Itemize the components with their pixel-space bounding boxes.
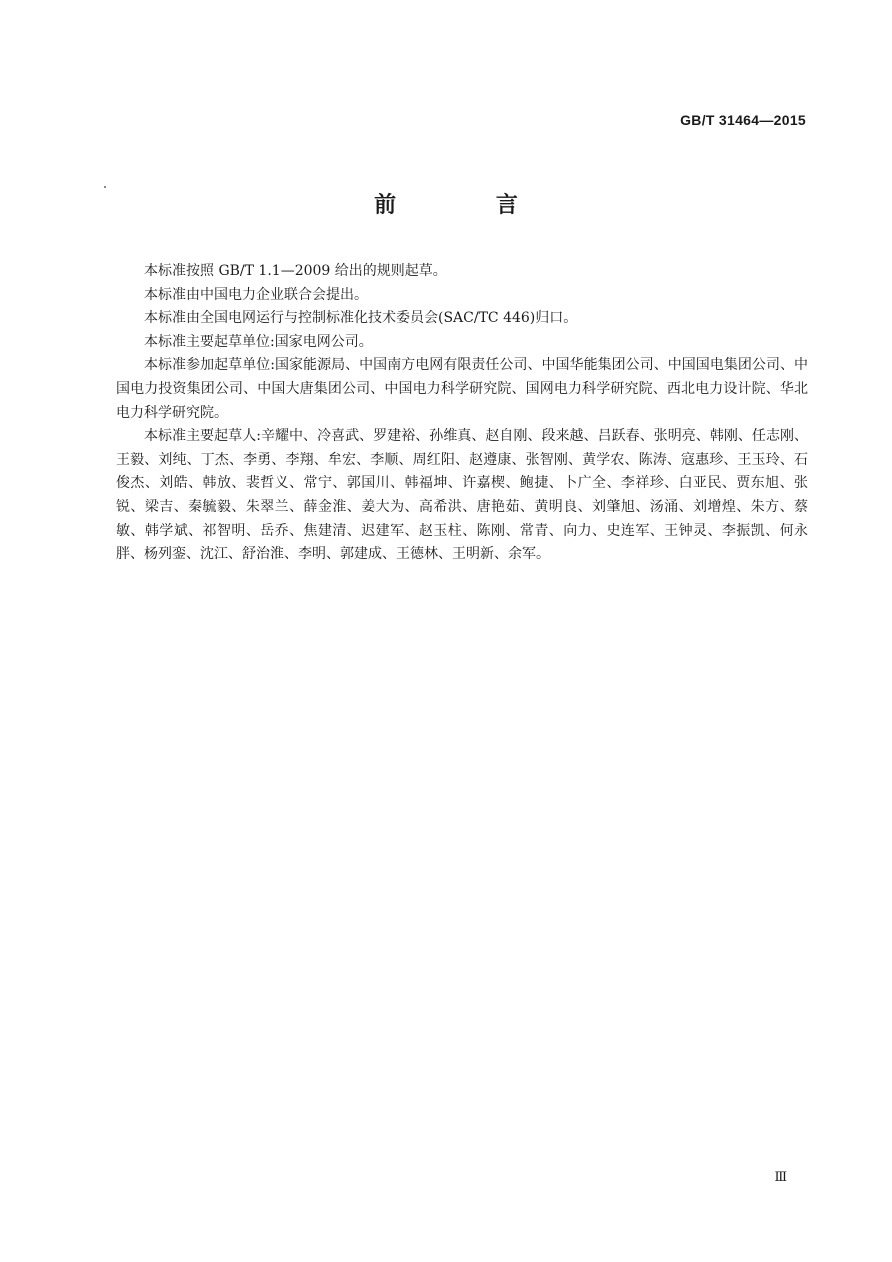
foreword-body (116, 260, 808, 567)
page-title: 前 言 (374, 192, 564, 218)
paragraph-main-drafters: 本标准主要起草人:辛耀中、冷喜武、罗建裕、孙维真、赵自刚、段来越、吕跃春、张明亮、韩刚、任志刚、王毅、刘纯、丁杰、李勇、李翔、牟宏、李顺、周红阳、赵遵康、张智刚、黄学农、陈涛、寇惠珍、王玉玲、石俊杰、刘皓、韩放、裴哲义、常宁、郭国川、韩福坤、许嘉楔、鲍捷、卜广全、李祥珍、白亚民、贾东旭、张锐、梁吉、秦毓毅、朱翠兰、薛金淮、姜大为、高希洪、唐艳茹、黄明良、刘肇旭、汤涌、刘增煌、朱方、蔡敏、韩学斌、祁智明、岳乔、焦建清、迟建军、赵玉柱、陈刚、常青、向力、史连军、王钟灵、李振凯、何永胖、杨列銮、沈江、舒治淮、李明、郭建成、王德林、王明新、余军。 (116, 428, 808, 563)
paragraph-proposer: 本标准由中国电力企业联合会提出。 (144, 286, 368, 303)
page-number: Ⅲ (774, 1170, 787, 1185)
paragraph-technical-committee: 本标准由全国电网运行与控制标准化技术委员会(SAC/TC 446)归口。 (144, 310, 578, 327)
standard-code: GB/T 31464—2015 (680, 112, 806, 128)
paragraph-drafting-rules: 本标准按照 GB/T 1.1—2009 给出的规则起草。 (144, 263, 447, 279)
paragraph-participating-units: 本标准参加起草单位:国家能源局、中国南方电网有限责任公司、中国华能集团公司、中国国电集团公司、中国电力投资集团公司、中国大唐集团公司、中国电力科学研究院、国网电力科学研究院、西北电力设计院、华北电力科学研究院。 (116, 357, 808, 421)
paragraph-main-drafting-unit: 本标准主要起草单位:国家电网公司。 (144, 333, 373, 350)
